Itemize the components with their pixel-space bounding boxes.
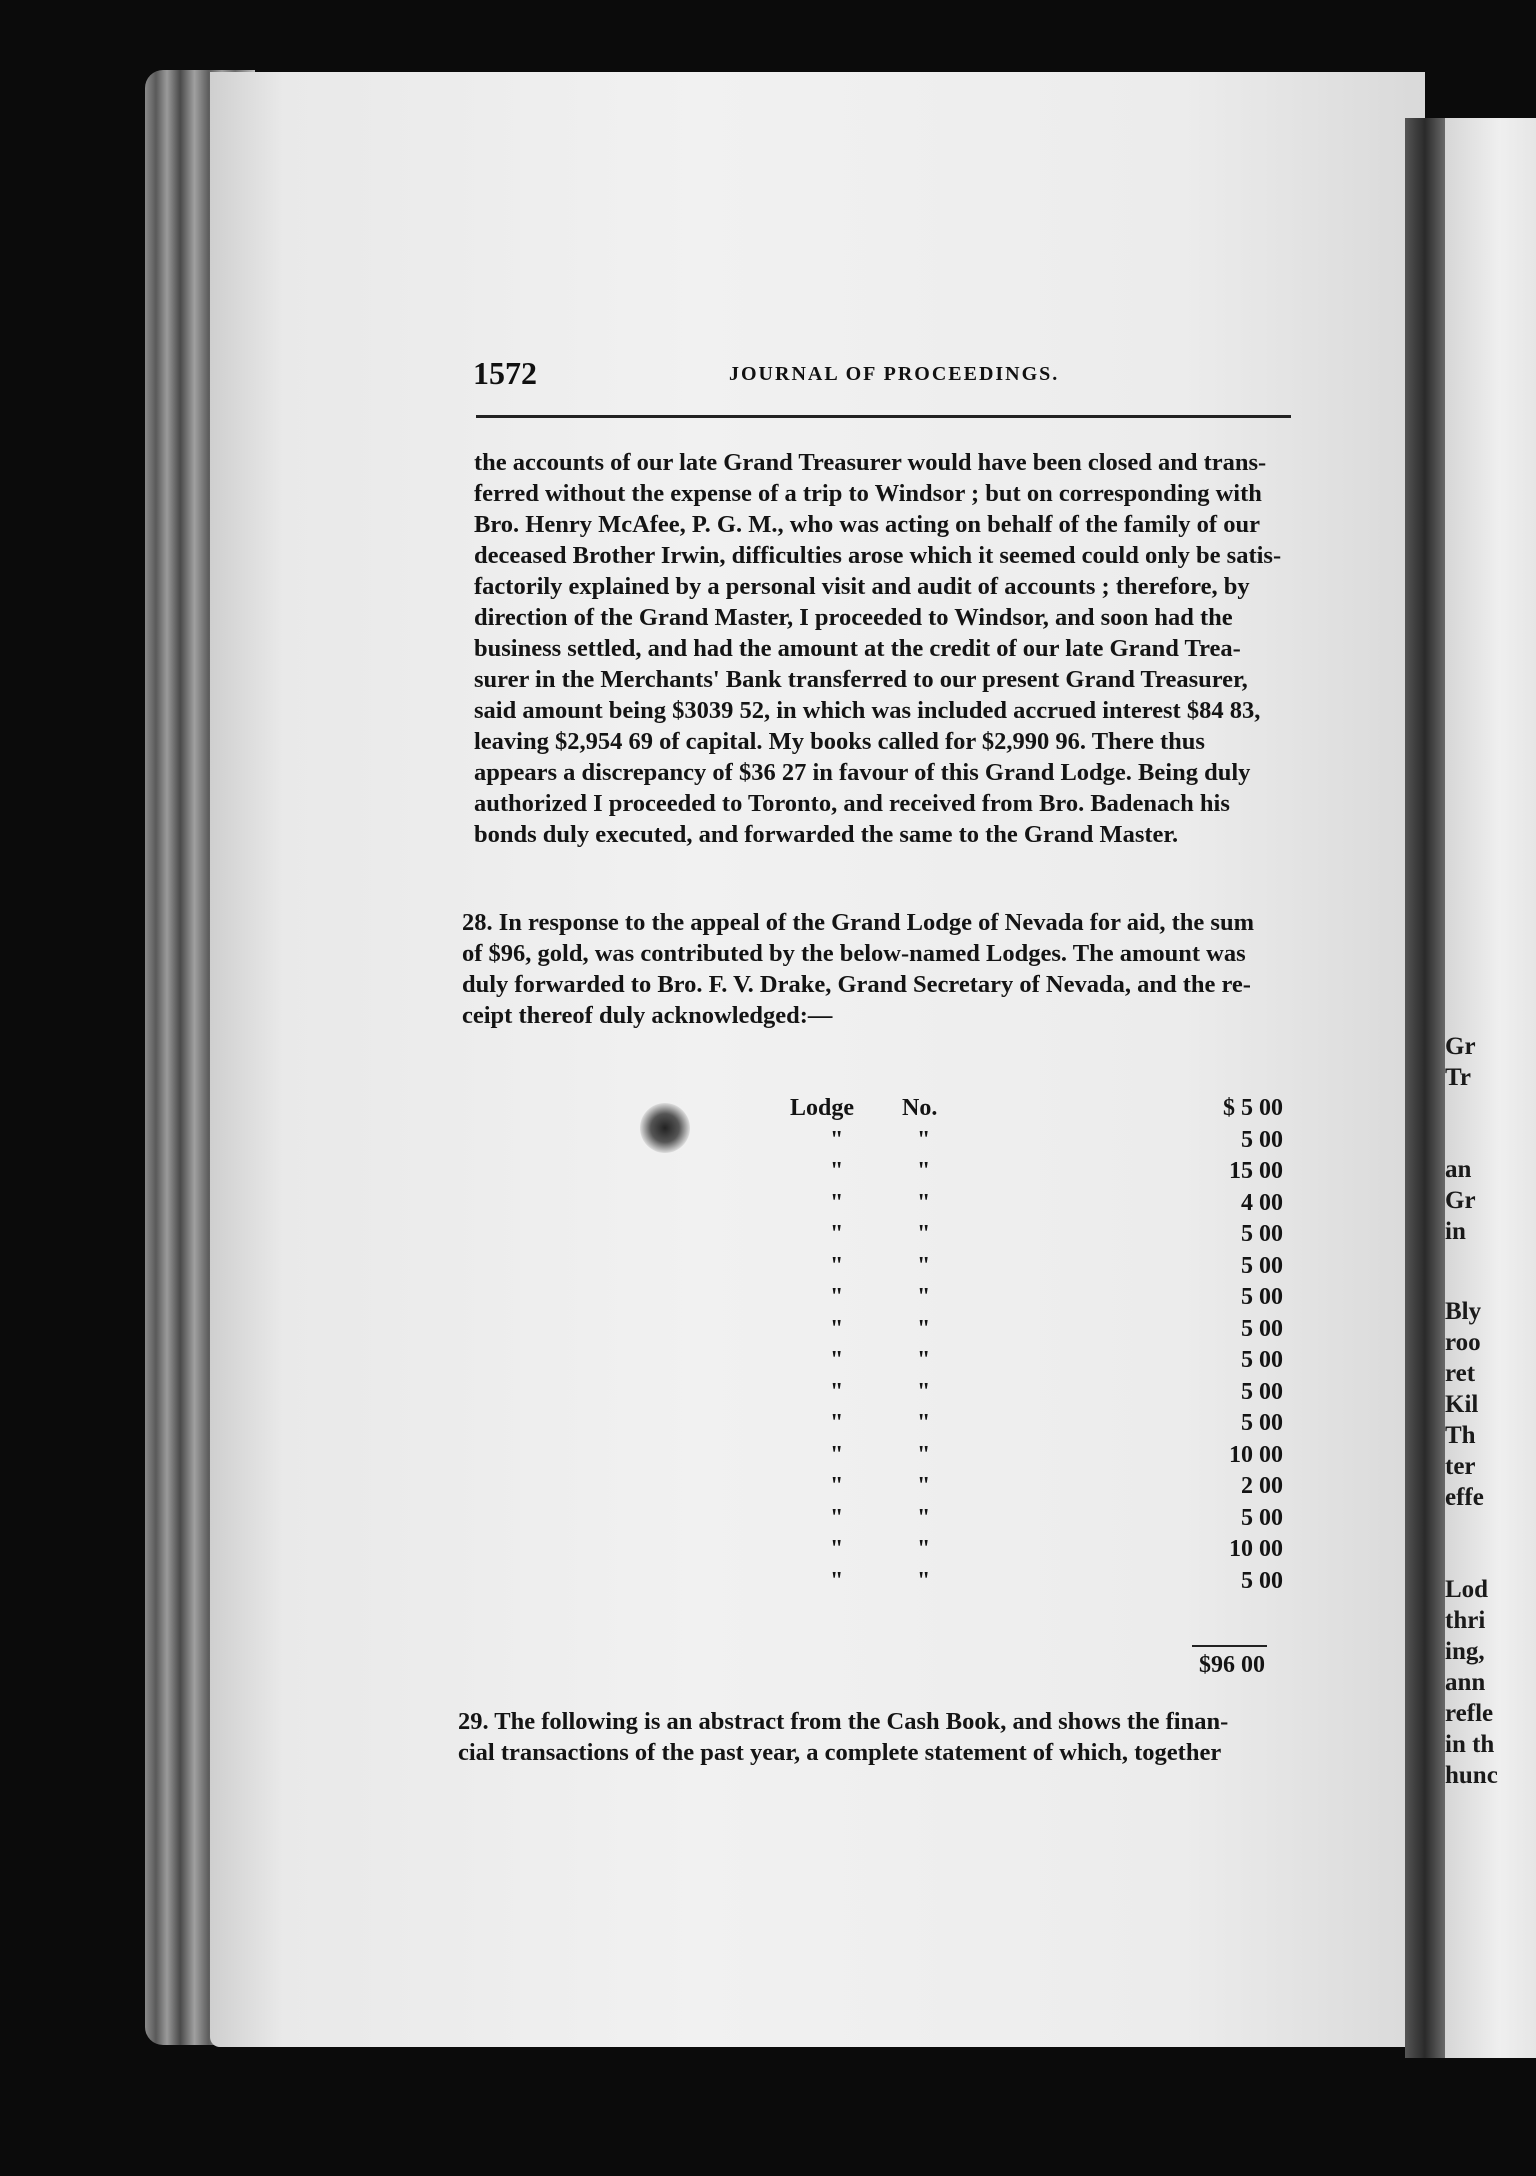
lodge-word: " <box>830 1536 844 1562</box>
adjacent-fragment: an <box>1445 1156 1472 1183</box>
lodge-word: " <box>830 1347 844 1373</box>
paragraph-nevada-aid <box>462 907 1282 1031</box>
contribution-amount: 5 00 <box>1241 1252 1283 1279</box>
paragraph-cash-book <box>458 1706 1263 1768</box>
number-abbrev: " <box>917 1284 931 1310</box>
header-rule <box>476 415 1291 418</box>
text-line: bonds duly executed, and forwarded the same to the Grand Master. <box>474 821 1179 848</box>
text-line: 28. In response to the appeal of the Grand Lodge of Nevada for aid, the sum <box>462 909 1254 936</box>
lodge-word: " <box>830 1378 844 1405</box>
lodge-row <box>455 1379 1285 1411</box>
lodge-word: " <box>830 1252 844 1279</box>
adjacent-fragment: Kil <box>1445 1391 1479 1418</box>
adjacent-fragment: ing, <box>1445 1638 1485 1665</box>
text-line: business settled, and had the amount at the credit of our late Grand Trea- <box>474 635 1241 662</box>
lodge-row <box>455 1410 1285 1442</box>
number-abbrev: " <box>917 1221 931 1247</box>
lodge-row <box>455 1316 1285 1348</box>
adjacent-fragment: refle <box>1445 1700 1494 1727</box>
adjacent-page-fragment <box>1445 118 1536 2058</box>
text-line: cial transactions of the past year, a complete statement of which, together <box>458 1739 1222 1766</box>
lodge-row <box>455 1536 1285 1568</box>
lodge-word: " <box>830 1504 844 1531</box>
total-amount: $96 00 <box>1199 1652 1265 1678</box>
text-line: direction of the Grand Master, I proceeded to Windsor, and soon had the <box>474 604 1233 631</box>
lodge-row <box>455 1127 1285 1159</box>
contribution-amount: 5 00 <box>1241 1567 1283 1594</box>
text-line: said amount being $3039 52, in which was included accrued interest $84 83, <box>474 697 1261 724</box>
text-line: 29. The following is an abstract from the Cash Book, and shows the finan- <box>458 1708 1229 1735</box>
contribution-amount: 5 00 <box>1241 1315 1283 1342</box>
lodge-word: " <box>830 1158 844 1184</box>
contribution-amount: $ 5 00 <box>1223 1095 1283 1121</box>
lodge-word: " <box>830 1473 844 1499</box>
text-line: leaving $2,954 69 of capital. My books called for $2,990 96. There thus <box>474 728 1205 755</box>
lodge-row <box>455 1347 1285 1379</box>
contribution-amount: 5 00 <box>1241 1347 1283 1373</box>
adjacent-fragment: ter <box>1445 1453 1476 1480</box>
contribution-amount: 5 00 <box>1241 1126 1283 1153</box>
lodge-word: " <box>830 1567 844 1594</box>
lodge-word: " <box>830 1126 844 1153</box>
contribution-amount: 10 00 <box>1229 1536 1283 1562</box>
number-abbrev: " <box>917 1441 931 1468</box>
number-abbrev: " <box>917 1189 931 1216</box>
adjacent-fragment: hunc <box>1445 1762 1498 1789</box>
text-line: ferred without the expense of a trip to Windsor ; but on corresponding with <box>474 480 1262 507</box>
number-abbrev: " <box>917 1252 931 1279</box>
text-line: surer in the Merchants' Bank transferred to our present Grand Treasurer, <box>474 666 1248 693</box>
number-abbrev: " <box>917 1126 931 1153</box>
contribution-amount: 4 00 <box>1241 1189 1283 1216</box>
text-line: of $96, gold, was contributed by the below-named Lodges. The amount was <box>462 940 1246 967</box>
text-line: appears a discrepancy of $36 27 in favour of this Grand Lodge. Being duly <box>474 759 1251 786</box>
number-abbrev: " <box>917 1567 931 1594</box>
lodge-row <box>455 1473 1285 1505</box>
lodge-row <box>455 1253 1285 1285</box>
lodge-word: " <box>830 1315 844 1342</box>
contribution-amount: 5 00 <box>1241 1504 1283 1531</box>
number-abbrev: " <box>917 1347 931 1373</box>
adjacent-fragment: ann <box>1445 1669 1486 1696</box>
contribution-amount: 2 00 <box>1241 1473 1283 1499</box>
lodge-row <box>455 1221 1285 1253</box>
lodge-row <box>455 1158 1285 1190</box>
text-line: factorily explained by a personal visit and audit of accounts ; therefore, by <box>474 573 1250 600</box>
adjacent-fragment: Th <box>1445 1422 1476 1449</box>
page-number: 1572 <box>473 355 537 391</box>
total-rule <box>1192 1645 1267 1647</box>
text-line: ceipt thereof duly acknowledged:— <box>462 1002 833 1029</box>
lodge-row <box>455 1442 1285 1474</box>
lodge-word: " <box>830 1410 844 1436</box>
running-title: JOURNAL OF PROCEEDINGS. <box>729 363 1060 385</box>
number-abbrev: No. <box>902 1095 938 1121</box>
text-line: the accounts of our late Grand Treasurer would have been closed and trans- <box>474 449 1267 476</box>
text-line: authorized I proceeded to Toronto, and received from Bro. Badenach his <box>474 790 1230 817</box>
lodge-row <box>455 1284 1285 1316</box>
book-gutter <box>1405 118 1445 2058</box>
adjacent-fragment: in th <box>1445 1731 1495 1758</box>
adjacent-fragment: thri <box>1445 1607 1486 1634</box>
adjacent-fragment: Tr <box>1445 1064 1471 1091</box>
adjacent-fragment: Gr <box>1445 1187 1476 1214</box>
lodge-row <box>455 1190 1285 1222</box>
lodge-word: " <box>830 1221 844 1247</box>
adjacent-fragment: Lod <box>1445 1576 1489 1603</box>
number-abbrev: " <box>917 1473 931 1499</box>
lodge-word: " <box>830 1189 844 1216</box>
adjacent-fragment: effe <box>1445 1484 1484 1511</box>
number-abbrev: " <box>917 1536 931 1562</box>
lodge-word: " <box>830 1284 844 1310</box>
number-abbrev: " <box>917 1315 931 1342</box>
number-abbrev: " <box>917 1158 931 1184</box>
contribution-amount: 10 00 <box>1229 1441 1283 1468</box>
number-abbrev: " <box>917 1504 931 1531</box>
page-header <box>473 355 1293 395</box>
contribution-amount: 5 00 <box>1241 1410 1283 1436</box>
lodge-contributions-table <box>455 1095 1285 1599</box>
text-line: Bro. Henry McAfee, P. G. M., who was acting on behalf of the family of our <box>474 511 1260 538</box>
adjacent-fragment: in <box>1445 1218 1466 1245</box>
lodge-row <box>455 1095 1285 1127</box>
lodge-row <box>455 1505 1285 1537</box>
number-abbrev: " <box>917 1410 931 1436</box>
lodge-word: " <box>830 1441 844 1468</box>
adjacent-fragment: roo <box>1445 1329 1481 1356</box>
paragraph-treasurer-accounts <box>474 447 1294 850</box>
lodge-row <box>455 1568 1285 1600</box>
number-abbrev: " <box>917 1378 931 1405</box>
text-line: duly forwarded to Bro. F. V. Drake, Grand Secretary of Nevada, and the re- <box>462 971 1251 998</box>
lodge-word: Lodge <box>790 1095 855 1121</box>
adjacent-fragment: Bly <box>1445 1298 1482 1325</box>
contribution-amount: 15 00 <box>1229 1158 1283 1184</box>
adjacent-fragment: Gr <box>1445 1033 1476 1060</box>
adjacent-fragment: ret <box>1445 1360 1476 1387</box>
contribution-amount: 5 00 <box>1241 1284 1283 1310</box>
contribution-amount: 5 00 <box>1241 1378 1283 1405</box>
contribution-amount: 5 00 <box>1241 1221 1283 1247</box>
text-line: deceased Brother Irwin, difficulties arose which it seemed could only be satis- <box>474 542 1282 569</box>
